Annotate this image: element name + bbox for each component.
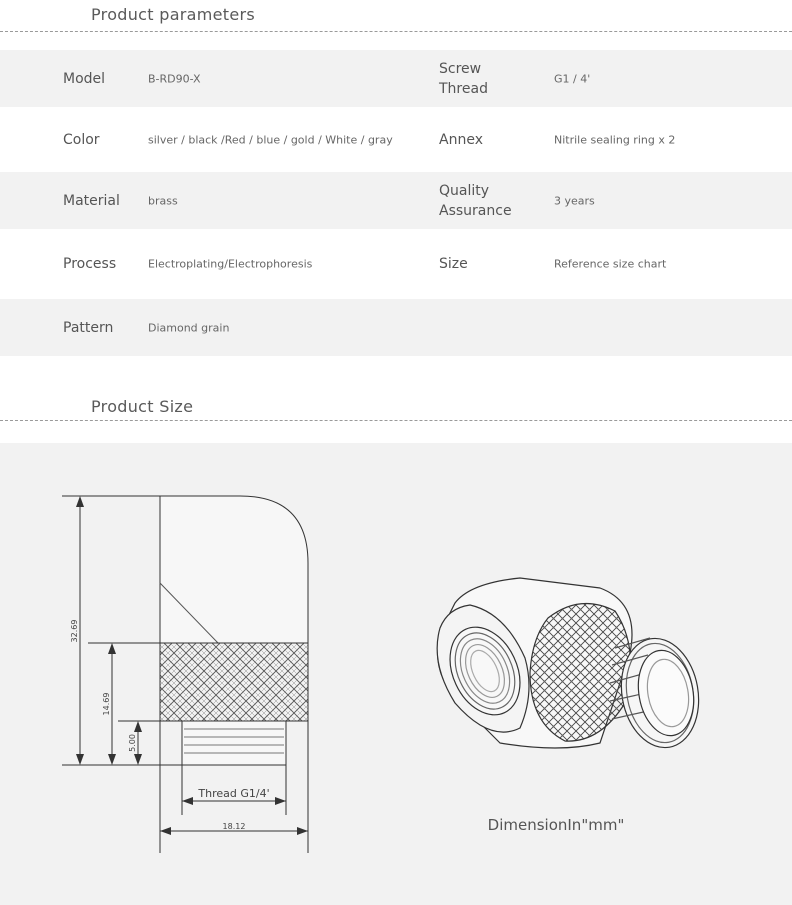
param-value: Nitrile sealing ring x 2 — [554, 133, 676, 146]
param-value: G1 / 4' — [554, 72, 591, 85]
param-label: Quality Assurance — [439, 182, 512, 219]
param-label: Size — [439, 256, 468, 272]
section-divider — [0, 420, 792, 421]
param-label: Annex — [439, 131, 483, 148]
size-diagram-panel — [0, 443, 792, 905]
fitting-illustration — [437, 578, 707, 754]
dim-middle-label: 14.69 — [102, 692, 111, 716]
param-label: Model — [63, 70, 106, 87]
param-value: Diamond grain — [148, 321, 230, 334]
dim-total-label: 32.69 — [70, 619, 79, 643]
section-title-parameters: Product parameters — [91, 5, 256, 24]
unit-caption: DimensionIn"mm" — [487, 816, 625, 834]
param-value: silver / black /Red / blue / gold / White / gray — [148, 133, 393, 146]
param-value: Electroplating/Electrophoresis — [148, 257, 313, 271]
param-value: brass — [148, 194, 178, 207]
param-label: Material — [63, 192, 120, 209]
param-row-process — [0, 229, 792, 299]
dim-width-label: 18.12 — [222, 822, 246, 831]
thread-label: Thread G1/4' — [198, 787, 270, 800]
param-label: Screw Thread — [439, 60, 488, 97]
section-title-size: Product Size — [91, 397, 194, 416]
param-row-model — [0, 50, 792, 107]
param-row-material — [0, 172, 792, 229]
side-view-drawing — [62, 496, 308, 853]
param-label: Process — [63, 256, 117, 272]
param-label: Color — [63, 131, 100, 148]
param-value: Reference size chart — [554, 257, 667, 271]
param-row-pattern — [0, 299, 792, 356]
param-label: Pattern — [63, 319, 114, 336]
dimension-drawing — [0, 443, 792, 905]
param-row-color — [0, 107, 792, 172]
dim-thread-label: 5.00 — [128, 734, 137, 752]
param-value: B-RD90-X — [148, 72, 201, 85]
param-value: 3 years — [554, 194, 595, 207]
section-divider — [0, 31, 792, 32]
